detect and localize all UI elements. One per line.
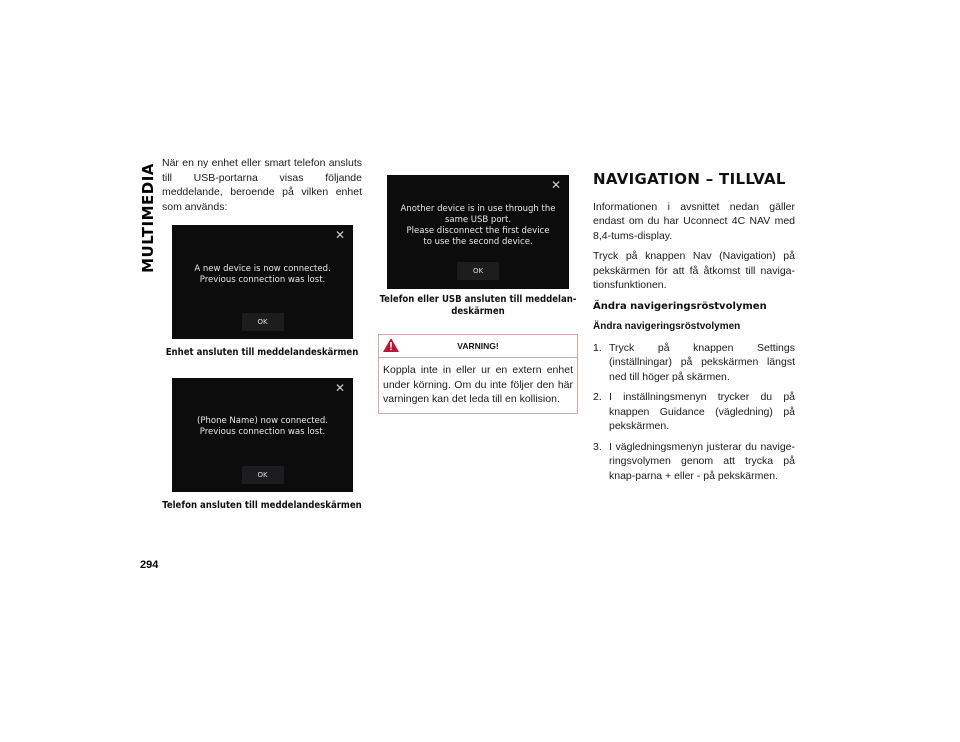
screen-phone-connected bbox=[172, 378, 353, 492]
paragraph: Tryck på knappen Nav (Navigation) på pekskärmen för att få åtkomst till naviga-tionsfunktionen. bbox=[593, 250, 795, 291]
screen-message-line: Previous connection was lost. bbox=[199, 275, 326, 285]
caption-line: deskärmen bbox=[451, 306, 505, 317]
subheading-secondary: Ändra navigeringsröstvolymen bbox=[593, 321, 741, 332]
step-text: Tryck på knappen Settings (inställningar) på pekskärmen längst ned till höger på skärmen. bbox=[609, 341, 795, 383]
close-icon: ✕ bbox=[334, 381, 345, 395]
screen-message-line: Please disconnect the first device bbox=[406, 226, 550, 236]
screen-message-line: A new device is now connected. bbox=[194, 264, 331, 274]
warning-header bbox=[379, 335, 577, 358]
list-item bbox=[593, 390, 795, 434]
screen-usb-port-in-use bbox=[387, 175, 569, 289]
ok-button: OK bbox=[457, 262, 499, 280]
screen-message-line: (Phone Name) now connected. bbox=[197, 416, 328, 426]
section-title: MULTIMEDIA bbox=[139, 163, 157, 273]
intro-paragraph: När en ny enhet eller smart telefon ansluts till USB-portarna visas följande meddelande, beroende på vilken enhet som används: bbox=[162, 157, 362, 213]
screen-message-line: Previous connection was lost. bbox=[199, 427, 326, 437]
section-tab bbox=[138, 163, 158, 273]
step-number: 2. bbox=[593, 391, 602, 403]
subheading: Ändra navigeringsröstvolymen bbox=[593, 300, 767, 312]
list-item bbox=[593, 341, 795, 385]
screen-message-line: Another device is in use through the bbox=[400, 204, 556, 214]
caption-line: Telefon eller USB ansluten till meddelan- bbox=[379, 294, 577, 305]
step-text: I vägledningsmenyn justerar du navige-ringsvolymen genom att trycka på knap-parna + eller - på pekskärmen. bbox=[609, 440, 795, 482]
ok-button: OK bbox=[242, 313, 284, 331]
warning-text: Koppla inte in eller ur en extern enhet under körning. Om du inte följer den här varningen kan det leda till en kollision. bbox=[383, 364, 573, 405]
page-number: 294 bbox=[140, 559, 159, 571]
screen-message-line: same USB port. bbox=[444, 215, 512, 225]
warning-triangle-icon bbox=[383, 338, 399, 352]
figure-caption: Telefon ansluten till meddelandeskärmen bbox=[162, 500, 362, 511]
figure-caption bbox=[378, 294, 578, 318]
close-icon: ✕ bbox=[550, 178, 561, 192]
section-heading: NAVIGATION – TILLVAL bbox=[593, 170, 786, 188]
list-item bbox=[593, 440, 795, 484]
column-right bbox=[593, 172, 795, 483]
steps-list bbox=[593, 341, 795, 484]
column-middle bbox=[378, 175, 578, 414]
warning-box bbox=[378, 334, 578, 414]
column-left bbox=[162, 156, 362, 512]
step-text: I inställningsmenyn trycker du på knappen Guidance (vägledning) på pekskärmen. bbox=[609, 391, 795, 432]
screen-device-connected bbox=[172, 225, 353, 339]
figure-caption: Enhet ansluten till meddelandeskärmen bbox=[165, 347, 359, 358]
step-number: 3. bbox=[593, 440, 602, 453]
screen-message-line: to use the second device. bbox=[423, 237, 533, 247]
close-icon: ✕ bbox=[334, 228, 345, 242]
step-number: 1. bbox=[593, 341, 602, 354]
ok-button: OK bbox=[242, 466, 284, 484]
warning-title: VARNING! bbox=[457, 341, 499, 351]
paragraph: Informationen i avsnittet nedan gäller endast om du har Uconnect 4C NAV med 8,4-tums-display. bbox=[593, 200, 795, 242]
